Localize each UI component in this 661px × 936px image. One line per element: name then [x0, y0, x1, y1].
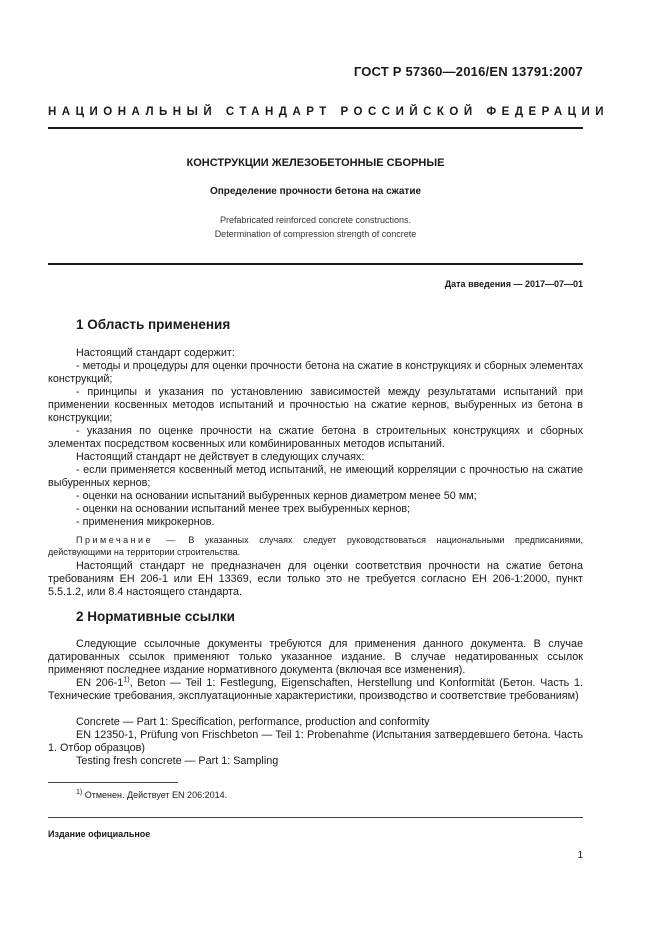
reference-text: , Beton — Teil 1: Festlegung, Eigenschaften, Herstellung und Konformität (Бетон. Часть 1. Технические требования, эксплуатационные характеристики, производство и соответствие требованиям): [48, 677, 583, 702]
note-text: В указанных случаях следует руководствоваться национальными предписаниями, действующими на территории строительства.: [48, 535, 583, 557]
section-1-paragraph: - если применяется косвенный метод испытаний, не имеющий корреляции с прочностью на сжатие выбуренных кернов;: [48, 464, 583, 489]
note-label: Примечание —: [76, 535, 178, 545]
national-standard-title: НАЦИОНАЛЬНЫЙ СТАНДАРТ РОССИЙСКОЙ ФЕДЕРАЦИИ: [48, 106, 610, 118]
english-title-line-2: Determination of compression strength of concrete: [214, 229, 417, 239]
standard-number: ГОСТ Р 57360—2016/EN 13791:2007: [353, 64, 583, 79]
footnote-divider: [48, 782, 178, 783]
edition-label: Издание официальное: [48, 829, 151, 839]
english-title: [48, 213, 583, 241]
section-1-paragraph: Настоящий стандарт не предназначен для оценки соответствия прочности на сжатие бетона требованиям ЕН 206-1 или ЕН 13369, если только это не требуется согласно ЕН 206-1:2000, пункт 5.5.1.2, или 8.4 настоящего стандарта.: [48, 560, 583, 598]
section-1-paragraph: - применения микрокернов.: [76, 516, 215, 528]
english-title-line-1: Prefabricated reinforced concrete constructions.: [219, 215, 412, 225]
page-number: 1: [577, 850, 583, 861]
document-subtitle: Определение прочности бетона на сжатие: [209, 186, 422, 197]
reference-code: EN 206-1: [76, 677, 124, 689]
section-2-reference: [48, 677, 583, 703]
footnote-text: Отменен. Действует EN 206:2014.: [82, 790, 228, 800]
section-2-paragraph: Следующие ссылочные документы требуются для применения данного документа. В случае датированных ссылок применяют только указанное издание. В случае недатированных ссылок применяют последнее издание нормативного документа (включая все изменения).: [48, 638, 583, 676]
section-1-paragraph: Настоящий стандарт не действует в следующих случаях:: [76, 451, 365, 463]
section-2-paragraph: Testing fresh concrete — Part 1: Sampling: [76, 755, 279, 767]
document-title: КОНСТРУКЦИИ ЖЕЛЕЗОБЕТОННЫЕ СБОРНЫЕ: [186, 157, 445, 169]
introduction-date: Дата введения — 2017—07—01: [444, 279, 583, 289]
top-divider: [48, 127, 583, 129]
section-2-reference: EN 12350-1, Prüfung von Frischbeton — Teil 1: Probenahme (Испытания затвердевшего бетона. Часть 1. Отбор образцов): [48, 729, 583, 754]
section-1-paragraph: - указания по оценке прочности на сжатие бетона в строительных конструкциях и сборных элементах посредством косвенных или комбинированных методов испытаний.: [48, 425, 583, 450]
section-2-paragraph: Concrete — Part 1: Specification, performance, production and conformity: [76, 716, 430, 728]
section-1-note: [48, 534, 583, 558]
footnote-marker: 1): [123, 676, 130, 684]
footnote-mark: 1): [76, 789, 83, 796]
section-1-heading: 1 Область применения: [76, 317, 231, 332]
section-1-paragraph: - принципы и указания по установлению зависимостей между результатами испытаний при применении косвенных методов испытаний и прочностью на сжатие кернов, выбуренных из бетона в конструкции;: [48, 386, 583, 424]
section-1-paragraph: Настоящий стандарт содержит:: [76, 347, 235, 359]
title-divider: [48, 263, 583, 265]
bottom-divider: [48, 817, 583, 818]
section-1-paragraph: - оценки на основании испытаний выбуренных кернов диаметром менее 50 мм;: [76, 490, 477, 502]
section-1-paragraph: - оценки на основании испытаний менее трех выбуренных кернов;: [76, 503, 411, 515]
section-1-paragraph: - методы и процедуры для оценки прочности бетона на сжатие в конструкциях и сборных элементах конструкций;: [48, 360, 583, 385]
section-2-heading: 2 Нормативные ссылки: [76, 609, 235, 624]
footnote: [76, 790, 227, 800]
